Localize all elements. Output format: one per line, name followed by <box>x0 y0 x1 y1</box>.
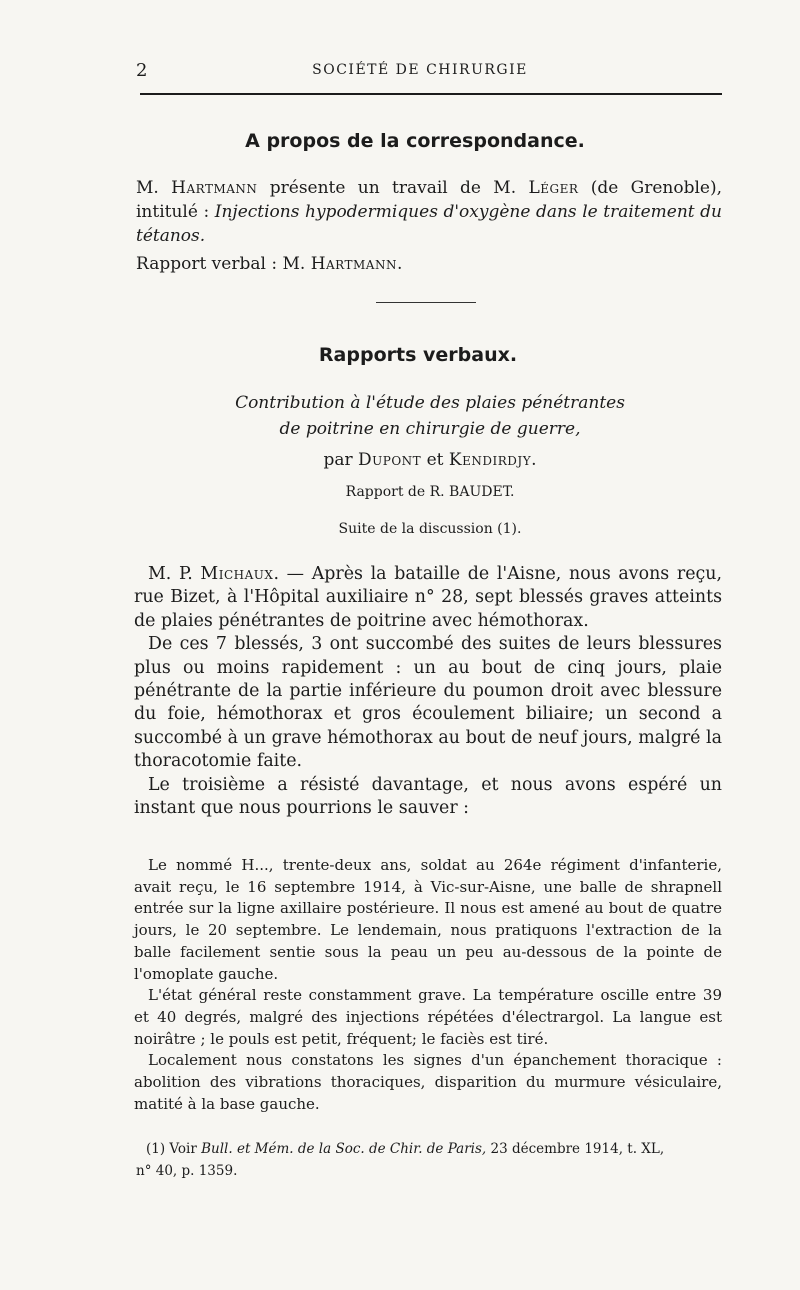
text: (de Grenoble), intitulé : <box>136 178 722 222</box>
text: Rapport verbal : M. <box>136 254 311 274</box>
author-name: Léger <box>528 178 579 198</box>
paragraph-hartmann <box>136 176 722 248</box>
paragraph: Le nommé H..., trente-deux ans, soldat au 264e régiment d'infanterie, avait reçu, le 16 septembre 1914, à Vic-sur-Aisne, une balle de shrapnell entrée sur la ligne axillaire postérieure. Il nous est amené au bout de quatre jours, le 20 septembre. Le lendemain, nous pratiquons l'extraction de la balle facilement sentie sous la peau un peu au-dessous de la pointe de l'omoplate gauche. <box>134 856 722 983</box>
paragraph <box>134 563 722 633</box>
text: . <box>531 450 537 470</box>
paragraph: Le troisième a résisté davantage, et nous avons espéré un instant que nous pourrions le sauver : <box>134 774 722 819</box>
article-title <box>0 390 800 442</box>
journal-ref: Bull. et Mém. de la Soc. de Chir. de Paris, <box>201 1141 487 1157</box>
case-report <box>134 855 722 1115</box>
paragraph-rapport-verbal <box>136 252 722 276</box>
running-header: SOCIÉTÉ DE CHIRURGIE <box>312 62 528 78</box>
text: (1) Voir <box>146 1141 202 1157</box>
article-authors <box>0 450 800 470</box>
text: présente un travail de M. <box>257 178 529 198</box>
article-title-line: de poitrine en chirurgie de guerre, <box>279 419 581 439</box>
footnote-line <box>136 1138 722 1160</box>
text: par <box>323 450 359 470</box>
text: M. <box>136 178 172 198</box>
author-name: Dupont <box>358 450 422 470</box>
author-name: Hartmann <box>171 178 258 198</box>
section-separator <box>376 302 476 303</box>
footnote-line: n° 40, p. 1359. <box>136 1163 238 1179</box>
article-title-line: Contribution à l'étude des plaies pénétrantes <box>235 393 625 413</box>
text: et <box>421 450 449 470</box>
header-rule <box>140 93 722 95</box>
paragraph: De ces 7 blessés, 3 ont succombé des suites de leurs blessures plus ou moins rapidement : un au bout de cinq jours, plaie pénétrante de la partie inférieure du poumon droit avec blessure du foie, hémothorax et gros écoulement biliaire; un second a succombé à un grave hémothorax au bout de neuf jours, malgré la thoracotomie faite. <box>134 634 722 772</box>
text: M. P. <box>148 564 201 584</box>
suite-line: Suite de la discussion (1). <box>338 521 522 537</box>
section-heading-rapports: Rapports verbaux. <box>318 344 518 366</box>
text: 23 décembre 1914, t. XL, <box>486 1141 665 1157</box>
rapport-line: Rapport de R. BAUDET. <box>345 484 515 500</box>
author-name: Hartmann <box>310 254 397 274</box>
author-name: Michaux <box>200 564 274 584</box>
paragraph: L'état général reste constamment grave. La température oscille entre 39 et 40 degrés, malgré des injections répétées d'électrargol. La langue est noirâtre ; le pouls est petit, fréquent; le faciès est tiré. <box>134 986 722 1048</box>
main-text <box>134 563 722 820</box>
author-name: Kendirdjy <box>448 450 532 470</box>
paragraph: Localement nous constatons les signes d'un épanchement thoracique : abolition des vibrations thoraciques, disparition du murmure vésiculaire, matité à la base gauche. <box>134 1051 722 1113</box>
work-title: Injections hypodermiques d'oxygène dans le traitement du tétanos. <box>136 202 722 246</box>
section-heading-correspondance: A propos de la correspondance. <box>245 130 585 152</box>
text: . — Après la bataille de l'Aisne, nous avons reçu, rue Bizet, à l'Hôpital auxiliaire n° 28, sept blessés graves atteints de plaies pénétrantes de poitrine avec hémothorax. <box>134 564 722 631</box>
footnote <box>136 1138 722 1182</box>
page-number: 2 <box>136 60 148 81</box>
text: . <box>396 254 403 274</box>
